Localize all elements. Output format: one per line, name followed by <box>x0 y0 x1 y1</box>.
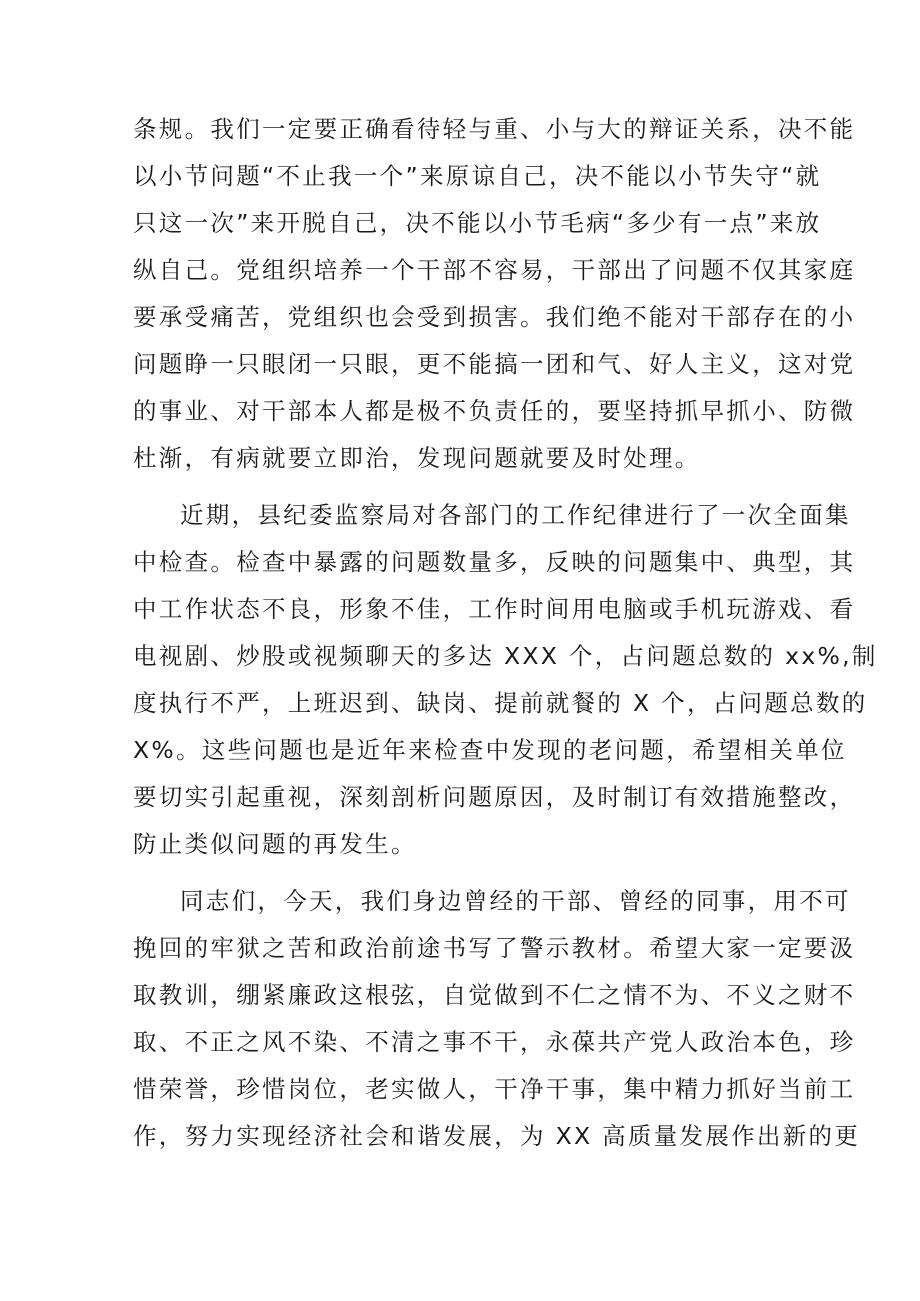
text-line: 挽回的牢狱之苦和政治前途书写了警示教材。希望大家一定要汲 <box>133 934 856 962</box>
text-line: 以小节问题“不止我一个”来原谅自己，决不能以小节失守“就 <box>133 162 822 190</box>
text-line: 要承受痛苦，党组织也会受到损害。我们绝不能对干部存在的小 <box>133 303 856 331</box>
text-line: 的事业、对干部本人都是极不负责任的，要坚持抓早抓小、防微 <box>133 397 856 425</box>
paragraph-3 <box>133 878 861 1160</box>
text-line: 问题睁一只眼闭一只眼，更不能搞一团和气、好人主义，这对党 <box>133 350 856 378</box>
text-line: X%。这些问题也是近年来检查中发现的老问题，希望相关单位 <box>133 736 847 764</box>
text-line: 取教训，绷紧廉政这根弦，自觉做到不仁之情不为、不义之财不 <box>133 981 856 1009</box>
text-line: 中检查。检查中暴露的问题数量多，反映的问题集中、典型，其 <box>133 548 856 576</box>
paragraph-1 <box>133 106 856 482</box>
text-line: 电视剧、炒股或视频聊天的多达 XXX 个，占问题总数的 xx%,制 <box>133 642 878 670</box>
text-line: 中工作状态不良，形象不佳，工作时间用电脑或手机玩游戏、看 <box>133 595 856 623</box>
paragraph-2 <box>133 492 878 868</box>
text-line: 要切实引起重视，深刻剖析问题原因，及时制订有效措施整改， <box>133 783 856 811</box>
text-line: 度执行不严，上班迟到、缺岗、提前就餐的 X 个，占问题总数的 <box>133 689 868 717</box>
text-line: 杜渐，有病就要立即治，发现问题就要及时处理。 <box>133 444 701 472</box>
text-line: 近期，县纪委监察局对各部门的工作纪律进行了一次全面集 <box>180 501 851 529</box>
text-line: 纵自己。党组织培养一个干部不容易，干部出了问题不仅其家庭 <box>133 256 856 284</box>
text-line: 防止类似问题的再发生。 <box>133 830 417 858</box>
paragraph-spacer <box>133 868 788 878</box>
body-text <box>133 106 878 1160</box>
text-line: 惜荣誉，珍惜岗位，老实做人，干净干事，集中精力抓好当前工 <box>133 1075 856 1103</box>
text-line: 作，努力实现经济社会和谐发展，为 XX 高质量发展作出新的更 <box>133 1122 861 1150</box>
text-line: 条规。我们一定要正确看待轻与重、小与大的辩证关系，决不能 <box>133 115 856 143</box>
text-line: 取、不正之风不染、不清之事不干，永葆共产党人政治本色，珍 <box>133 1028 856 1056</box>
text-line: 同志们，今天，我们身边曾经的干部、曾经的同事，用不可 <box>180 887 851 915</box>
text-line: 只这一次”来开脱自己，决不能以小节毛病“多少有一点”来放 <box>133 209 822 237</box>
paragraph-spacer <box>133 482 788 492</box>
